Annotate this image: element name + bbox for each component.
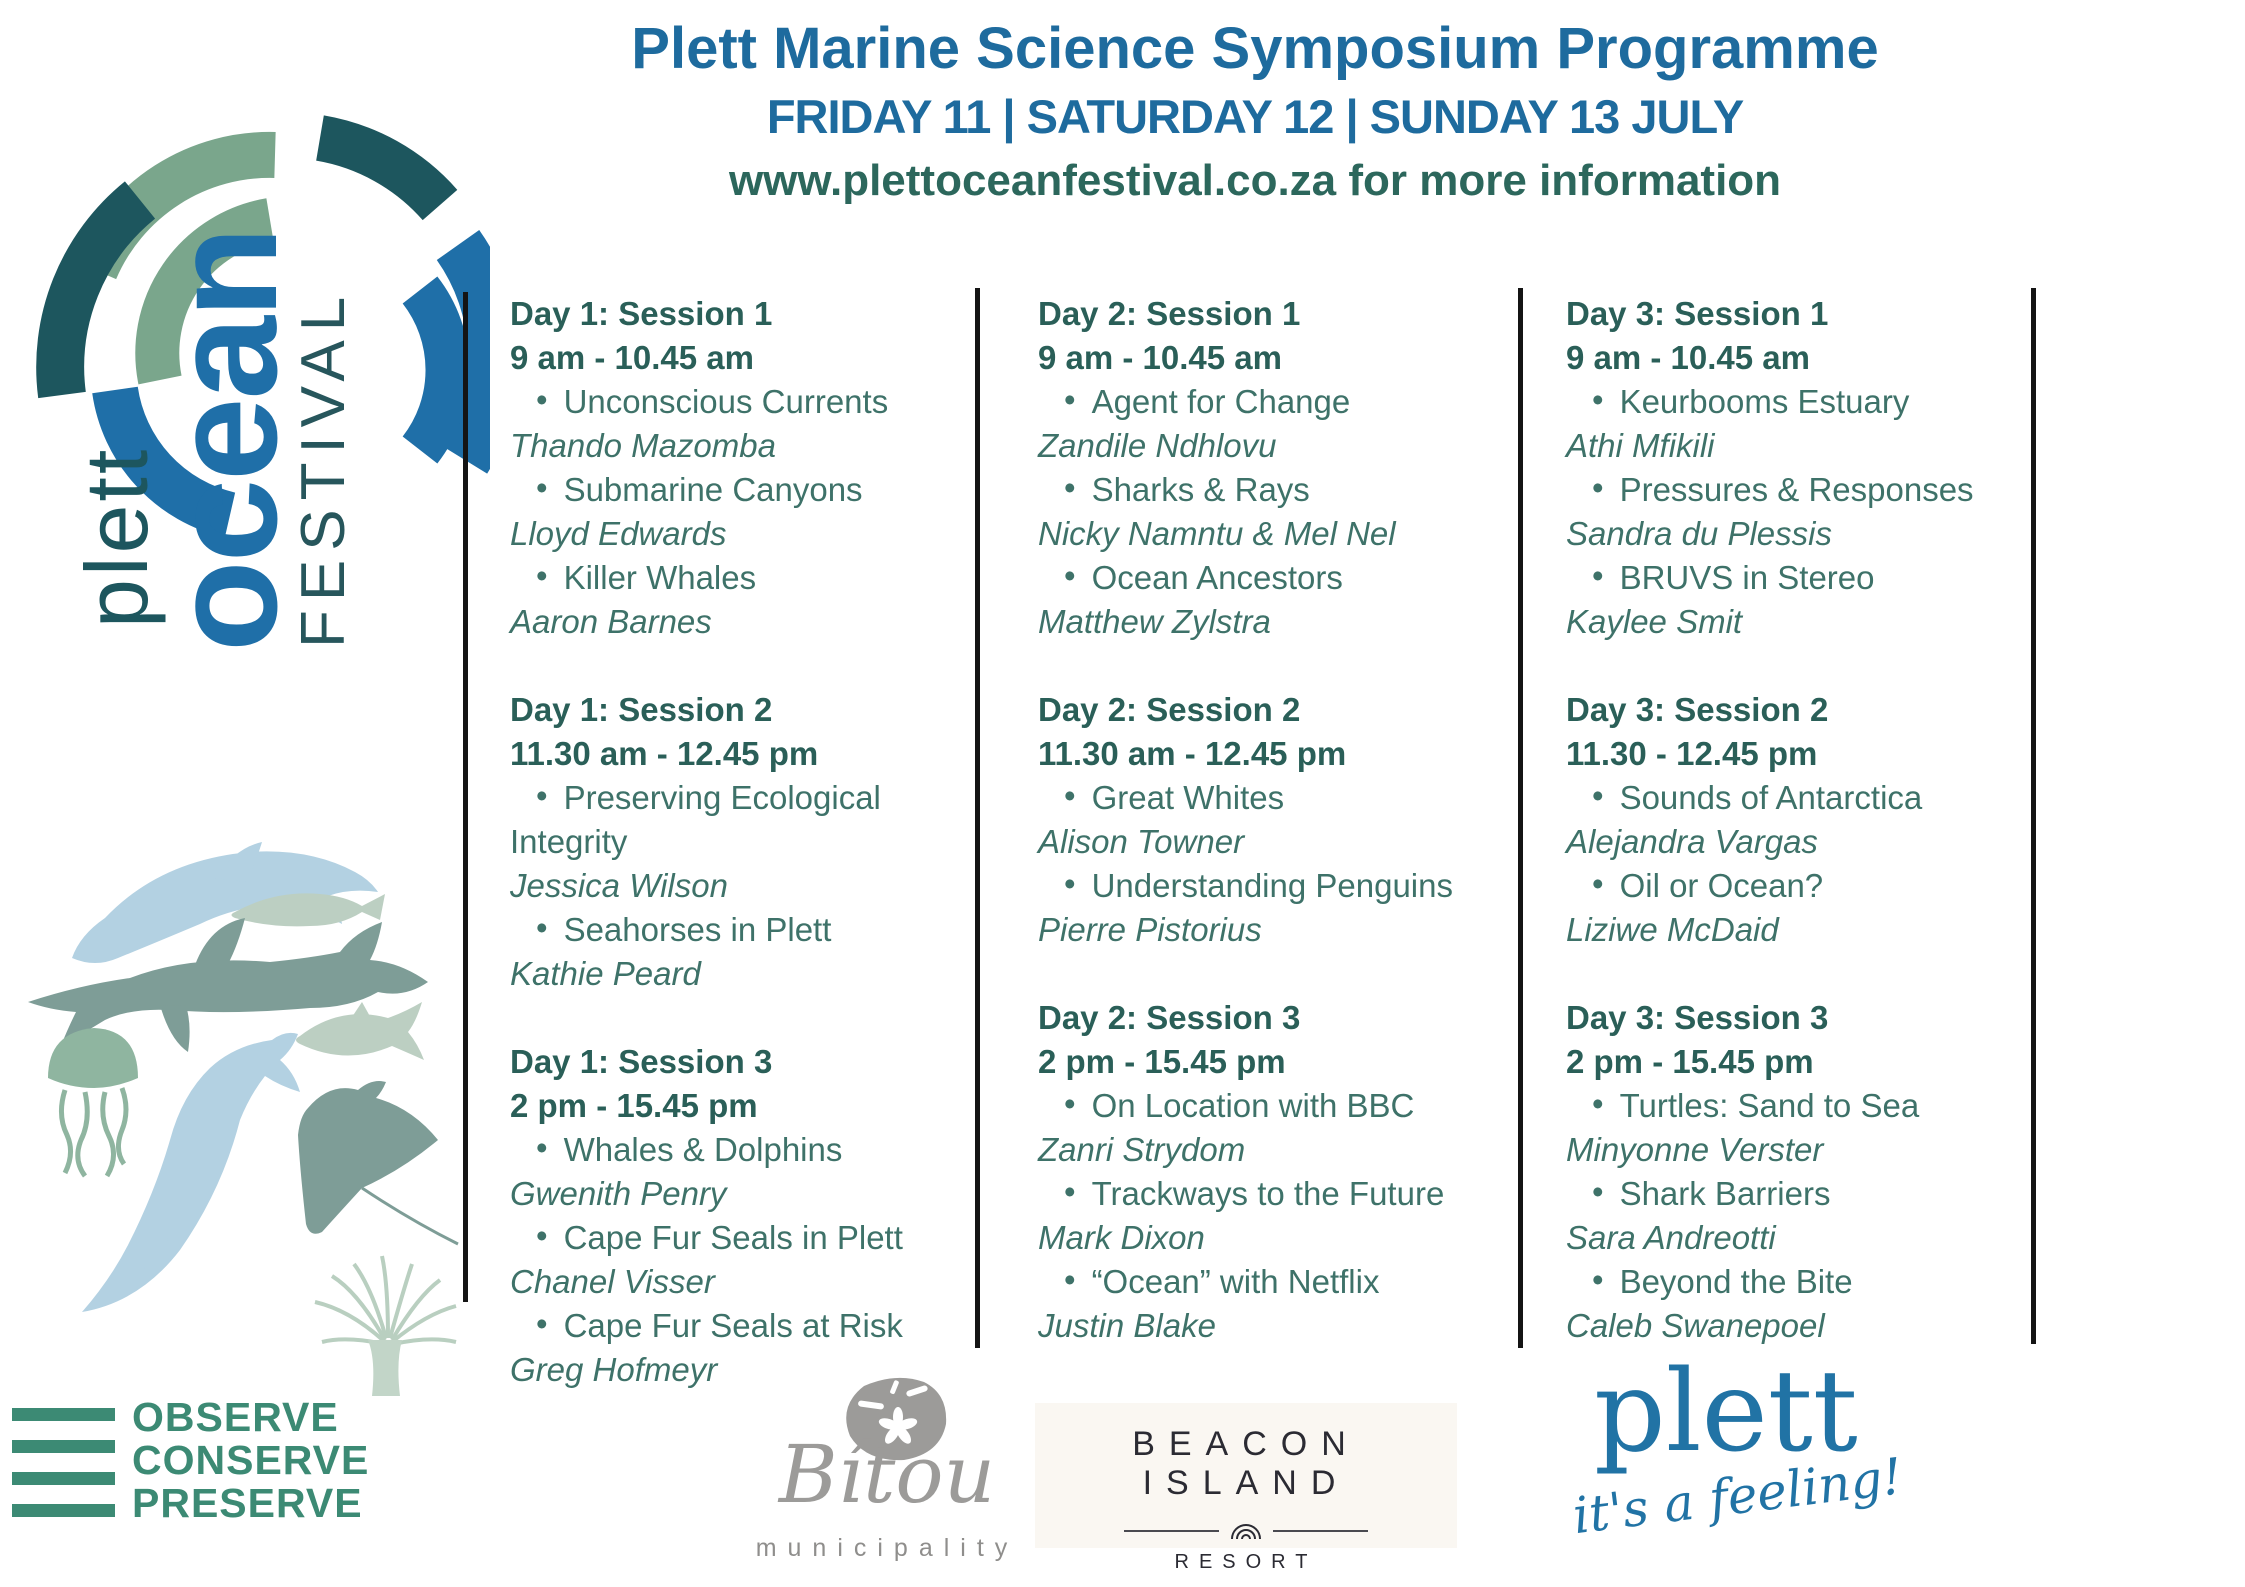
column-divider xyxy=(975,288,980,1348)
session-topic: • Understanding Penguins xyxy=(1038,864,1500,908)
website-url: www.plettoceanfestival.co.za for more information xyxy=(728,156,1782,205)
plett-logo-tagline: it's a feeling! xyxy=(1569,1447,1906,1546)
session-topic: • BRUVS in Stereo xyxy=(1566,556,2026,600)
session-topic: • Submarine Canyons xyxy=(510,468,960,512)
bullet-icon: • xyxy=(536,909,548,946)
session-block xyxy=(510,292,960,644)
session-topic: • Ocean Ancestors xyxy=(1038,556,1500,600)
session-topic: • Keurbooms Estuary xyxy=(1566,380,2026,424)
marine-silhouettes xyxy=(10,840,460,1400)
bullet-icon: • xyxy=(1064,381,1076,418)
motto-line: OBSERVE xyxy=(132,1394,339,1440)
session-speaker: Alejandra Vargas xyxy=(1566,823,1818,860)
motto-line: PRESERVE xyxy=(132,1480,363,1526)
session-title: Day 3: Session 3 xyxy=(1566,999,1829,1036)
page-title: Plett Marine Science Symposium Programme xyxy=(631,16,1879,81)
session-topic: • Turtles: Sand to Sea xyxy=(1566,1084,2026,1128)
session-block xyxy=(1038,996,1500,1348)
session-time: 9 am - 10.45 am xyxy=(1566,339,1810,376)
session-title: Day 2: Session 1 xyxy=(1038,295,1301,332)
session-speaker: Gwenith Penry xyxy=(510,1175,727,1212)
session-topic: • On Location with BBC xyxy=(1038,1084,1500,1128)
logo-word-plett: plett xyxy=(67,446,166,628)
session-speaker: Greg Hofmeyr xyxy=(510,1351,718,1388)
session-speaker: Kaylee Smit xyxy=(1566,603,1743,640)
motto-bars-icon xyxy=(12,1408,115,1536)
session-speaker: Athi Mfikili xyxy=(1566,427,1715,464)
programme-column-day3 xyxy=(1566,292,2026,1392)
bullet-icon: • xyxy=(536,381,548,418)
session-speaker: Sara Andreotti xyxy=(1566,1219,1776,1256)
session-title: Day 1: Session 1 xyxy=(510,295,773,332)
beacon-island-subtitle: RESORT xyxy=(1174,1551,1318,1573)
jellyfish-icon xyxy=(48,1028,138,1176)
session-speaker: Kathie Peard xyxy=(510,955,701,992)
bullet-icon: • xyxy=(536,1305,548,1342)
bullet-icon: • xyxy=(1064,469,1076,506)
session-topic: • Sounds of Antarctica xyxy=(1566,776,2026,820)
bullet-icon: • xyxy=(1064,865,1076,902)
plett-logo-name: plett xyxy=(1594,1347,1858,1477)
session-topic: • Agent for Change xyxy=(1038,380,1500,424)
bullet-icon: • xyxy=(1064,1173,1076,1210)
bullet-icon: • xyxy=(1592,1261,1604,1298)
session-topic: • Cape Fur Seals in Plett xyxy=(510,1216,960,1260)
session-time: 11.30 am - 12.45 pm xyxy=(510,735,819,772)
session-speaker: Mark Dixon xyxy=(1038,1219,1205,1256)
session-block xyxy=(1566,688,2026,952)
bullet-icon: • xyxy=(1592,865,1604,902)
session-title: Day 1: Session 2 xyxy=(510,691,773,728)
session-topic: • Pressures & Responses xyxy=(1566,468,2026,512)
programme-column-day1 xyxy=(510,292,960,1436)
session-topic: • Great Whites xyxy=(1038,776,1500,820)
session-time: 9 am - 10.45 am xyxy=(1038,339,1282,376)
session-speaker: Chanel Visser xyxy=(510,1263,715,1300)
bullet-icon: • xyxy=(1064,557,1076,594)
festival-logo xyxy=(20,60,490,720)
session-block xyxy=(1038,292,1500,644)
session-speaker: Thando Mazomba xyxy=(510,427,776,464)
session-topic: • Killer Whales xyxy=(510,556,960,600)
session-time: 9 am - 10.45 am xyxy=(510,339,754,376)
session-title: Day 3: Session 2 xyxy=(1566,691,1829,728)
session-speaker: Pierre Pistorius xyxy=(1038,911,1262,948)
session-time: 11.30 am - 12.45 pm xyxy=(1038,735,1347,772)
bullet-icon: • xyxy=(1592,557,1604,594)
session-speaker: Nicky Namntu & Mel Nel xyxy=(1038,515,1396,552)
logo-word-festival: FESTIVAL xyxy=(289,287,358,648)
session-title: Day 2: Session 2 xyxy=(1038,691,1301,728)
session-topic: • Oil or Ocean? xyxy=(1566,864,2026,908)
bullet-icon: • xyxy=(536,557,548,594)
bullet-icon: • xyxy=(1064,1085,1076,1122)
session-block xyxy=(510,688,960,996)
session-time: 2 pm - 15.45 pm xyxy=(1038,1043,1286,1080)
session-time: 2 pm - 15.45 pm xyxy=(1566,1043,1814,1080)
session-speaker: Sandra du Plessis xyxy=(1566,515,1832,552)
session-topic: • Shark Barriers xyxy=(1566,1172,2026,1216)
session-time: 2 pm - 15.45 pm xyxy=(510,1087,758,1124)
session-speaker: Caleb Swanepoel xyxy=(1566,1307,1825,1344)
session-time: 11.30 - 12.45 pm xyxy=(1566,735,1818,772)
session-title: Day 3: Session 1 xyxy=(1566,295,1829,332)
session-topic: • Cape Fur Seals at Risk xyxy=(510,1304,960,1348)
session-title: Day 1: Session 3 xyxy=(510,1043,773,1080)
programme-column-day2 xyxy=(1038,292,1500,1392)
session-topic: • “Ocean” with Netflix xyxy=(1038,1260,1500,1304)
column-divider xyxy=(1518,288,1523,1348)
bitou-logo-subtitle: municipality xyxy=(755,1534,1019,1562)
bitou-logo-name: Bítou xyxy=(778,1428,996,1521)
session-topic: • Trackways to the Future xyxy=(1038,1172,1500,1216)
bullet-icon: • xyxy=(536,469,548,506)
session-speaker: Matthew Zylstra xyxy=(1038,603,1271,640)
session-speaker: Zandile Ndhlovu xyxy=(1038,427,1277,464)
session-topic: • Beyond the Bite xyxy=(1566,1260,2026,1304)
bullet-icon: • xyxy=(536,1217,548,1254)
session-block xyxy=(510,1040,960,1392)
column-divider xyxy=(2031,288,2036,1344)
session-topic: • Unconscious Currents xyxy=(510,380,960,424)
column-divider xyxy=(463,292,468,1302)
session-speaker: Jessica Wilson xyxy=(510,867,728,904)
session-topic: • Preserving Ecological Integrity xyxy=(510,776,960,864)
header xyxy=(470,16,2040,208)
bullet-icon: • xyxy=(1064,1261,1076,1298)
session-title: Day 2: Session 3 xyxy=(1038,999,1301,1036)
beacon-island-logo xyxy=(1035,1403,1457,1573)
motto xyxy=(132,1396,369,1525)
session-block xyxy=(1038,688,1500,952)
session-block xyxy=(1566,996,2026,1348)
session-speaker: Liziwe McDaid xyxy=(1566,911,1779,948)
bullet-icon: • xyxy=(1592,381,1604,418)
anemone-icon xyxy=(315,1256,456,1396)
session-speaker: Aaron Barnes xyxy=(510,603,712,640)
bullet-icon: • xyxy=(1592,1085,1604,1122)
beacon-divider xyxy=(1035,1519,1457,1543)
bullet-icon: • xyxy=(1592,777,1604,814)
session-speaker: Lloyd Edwards xyxy=(510,515,727,552)
manta-ray-icon xyxy=(298,1081,458,1244)
fish-icon xyxy=(296,1002,424,1060)
session-block xyxy=(1566,292,2026,644)
session-topic: • Seahorses in Plett xyxy=(510,908,960,952)
session-speaker: Alison Towner xyxy=(1038,823,1245,860)
session-topic: • Sharks & Rays xyxy=(1038,468,1500,512)
session-topic: • Whales & Dolphins xyxy=(510,1128,960,1172)
beacon-island-name: BEACON ISLAND xyxy=(1132,1425,1360,1502)
bullet-icon: • xyxy=(536,1129,548,1166)
bullet-icon: • xyxy=(1064,777,1076,814)
shell-icon xyxy=(1229,1519,1263,1543)
bullet-icon: • xyxy=(1592,1173,1604,1210)
bullet-icon: • xyxy=(536,777,548,814)
session-speaker: Minyonne Verster xyxy=(1566,1131,1824,1168)
bullet-icon: • xyxy=(1592,469,1604,506)
session-speaker: Justin Blake xyxy=(1038,1307,1216,1344)
session-speaker: Zanri Strydom xyxy=(1038,1131,1246,1168)
event-dates: FRIDAY 11 | SATURDAY 12 | SUNDAY 13 JULY xyxy=(766,90,1744,143)
motto-line: CONSERVE xyxy=(132,1437,370,1483)
logo-word-ocean: ocean xyxy=(140,228,308,652)
